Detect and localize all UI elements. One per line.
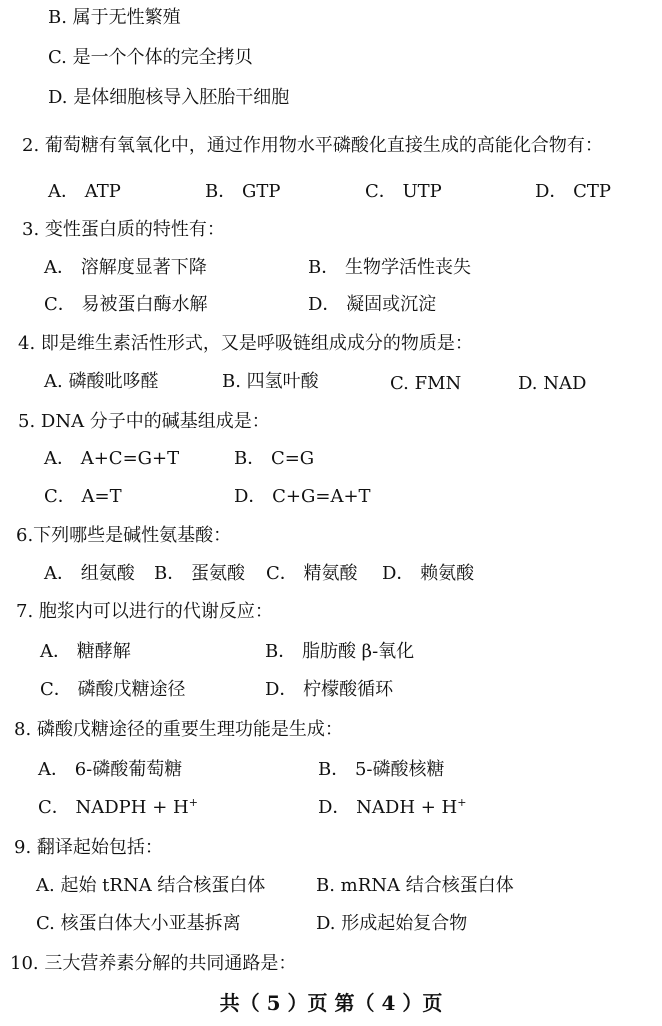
- q3-option-a: A． 溶解度显著下降: [44, 257, 207, 278]
- q1-option-c: C. 是一个个体的完全拷贝: [48, 47, 253, 68]
- q9-stem: 9. 翻译起始包括：: [14, 837, 163, 858]
- q10-stem: 10. 三大营养素分解的共同通路是：: [10, 953, 297, 974]
- q4-option-d: D. NAD: [518, 373, 587, 394]
- q2-option-d: D． CTP: [535, 181, 612, 202]
- page-footer: 共（ 5 ）页 第（ 4 ）页: [219, 991, 443, 1015]
- q7-option-a: A． 糖酵解: [40, 641, 131, 662]
- q9-option-d: D. 形成起始复合物: [316, 913, 468, 934]
- q5-stem: 5. DNA 分子中的碱基组成是：: [18, 411, 270, 432]
- superscript-plus: +: [457, 796, 467, 809]
- q6-option-b: B． 蛋氨酸: [154, 563, 245, 584]
- q4-option-a: A. 磷酸吡哆醛: [44, 371, 159, 392]
- q9-option-a: A. 起始 tRNA 结合核蛋白体: [36, 875, 266, 896]
- q8-option-c: C． NADPH + H+: [38, 796, 198, 818]
- q4-option-b: B. 四氢叶酸: [222, 371, 319, 392]
- q6-option-d: D． 赖氨酸: [382, 563, 475, 584]
- q8-option-a: A． 6-磷酸葡萄糖: [38, 759, 183, 780]
- q2-stem: 2. 葡萄糖有氧氧化中，通过作用物水平磷酸化直接生成的高能化合物有：: [22, 135, 603, 156]
- q8-option-d: D． NADH + H+: [318, 796, 467, 818]
- q8-option-b: B． 5-磷酸核糖: [318, 759, 445, 780]
- q3-option-c: C． 易被蛋白酶水解: [44, 294, 208, 315]
- q6-option-c: C． 精氨酸: [266, 563, 358, 584]
- q7-option-c: C． 磷酸戊糖途径: [40, 679, 186, 700]
- q9-option-c: C. 核蛋白体大小亚基拆离: [36, 913, 241, 934]
- q4-stem: 4. 即是维生素活性形式，又是呼吸链组成成分的物质是：: [18, 333, 473, 354]
- q8-stem: 8. 磷酸戊糖途径的重要生理功能是生成：: [14, 719, 343, 740]
- q2-option-b: B． GTP: [205, 181, 281, 202]
- q3-option-b: B． 生物学活性丧失: [308, 257, 471, 278]
- q5-option-a: A． A+C=G+T: [44, 448, 180, 469]
- q4-option-c: C. FMN: [390, 373, 462, 394]
- q9-option-b: B. mRNA 结合核蛋白体: [316, 875, 514, 896]
- q7-stem: 7. 胞浆内可以进行的代谢反应：: [16, 601, 273, 622]
- q5-option-d: D． C+G=A+T: [234, 486, 371, 507]
- q5-option-b: B． C=G: [234, 448, 315, 469]
- q6-stem: 6.下列哪些是碱性氨基酸：: [16, 525, 232, 546]
- q1-option-b: B. 属于无性繁殖: [48, 7, 181, 28]
- superscript-plus: +: [188, 796, 198, 809]
- q2-option-a: A． ATP: [48, 181, 121, 202]
- q6-option-a: A． 组氨酸: [44, 563, 135, 584]
- q7-option-d: D． 柠檬酸循环: [265, 679, 394, 700]
- q1-option-d: D. 是体细胞核导入胚胎干细胞: [48, 87, 290, 108]
- q3-stem: 3. 变性蛋白质的特性有：: [22, 219, 225, 240]
- q3-option-d: D． 凝固或沉淀: [308, 294, 437, 315]
- q7-option-b: B． 脂肪酸 β-氧化: [265, 641, 415, 662]
- q2-option-c: C． UTP: [365, 181, 442, 202]
- q5-option-c: C． A=T: [44, 486, 122, 507]
